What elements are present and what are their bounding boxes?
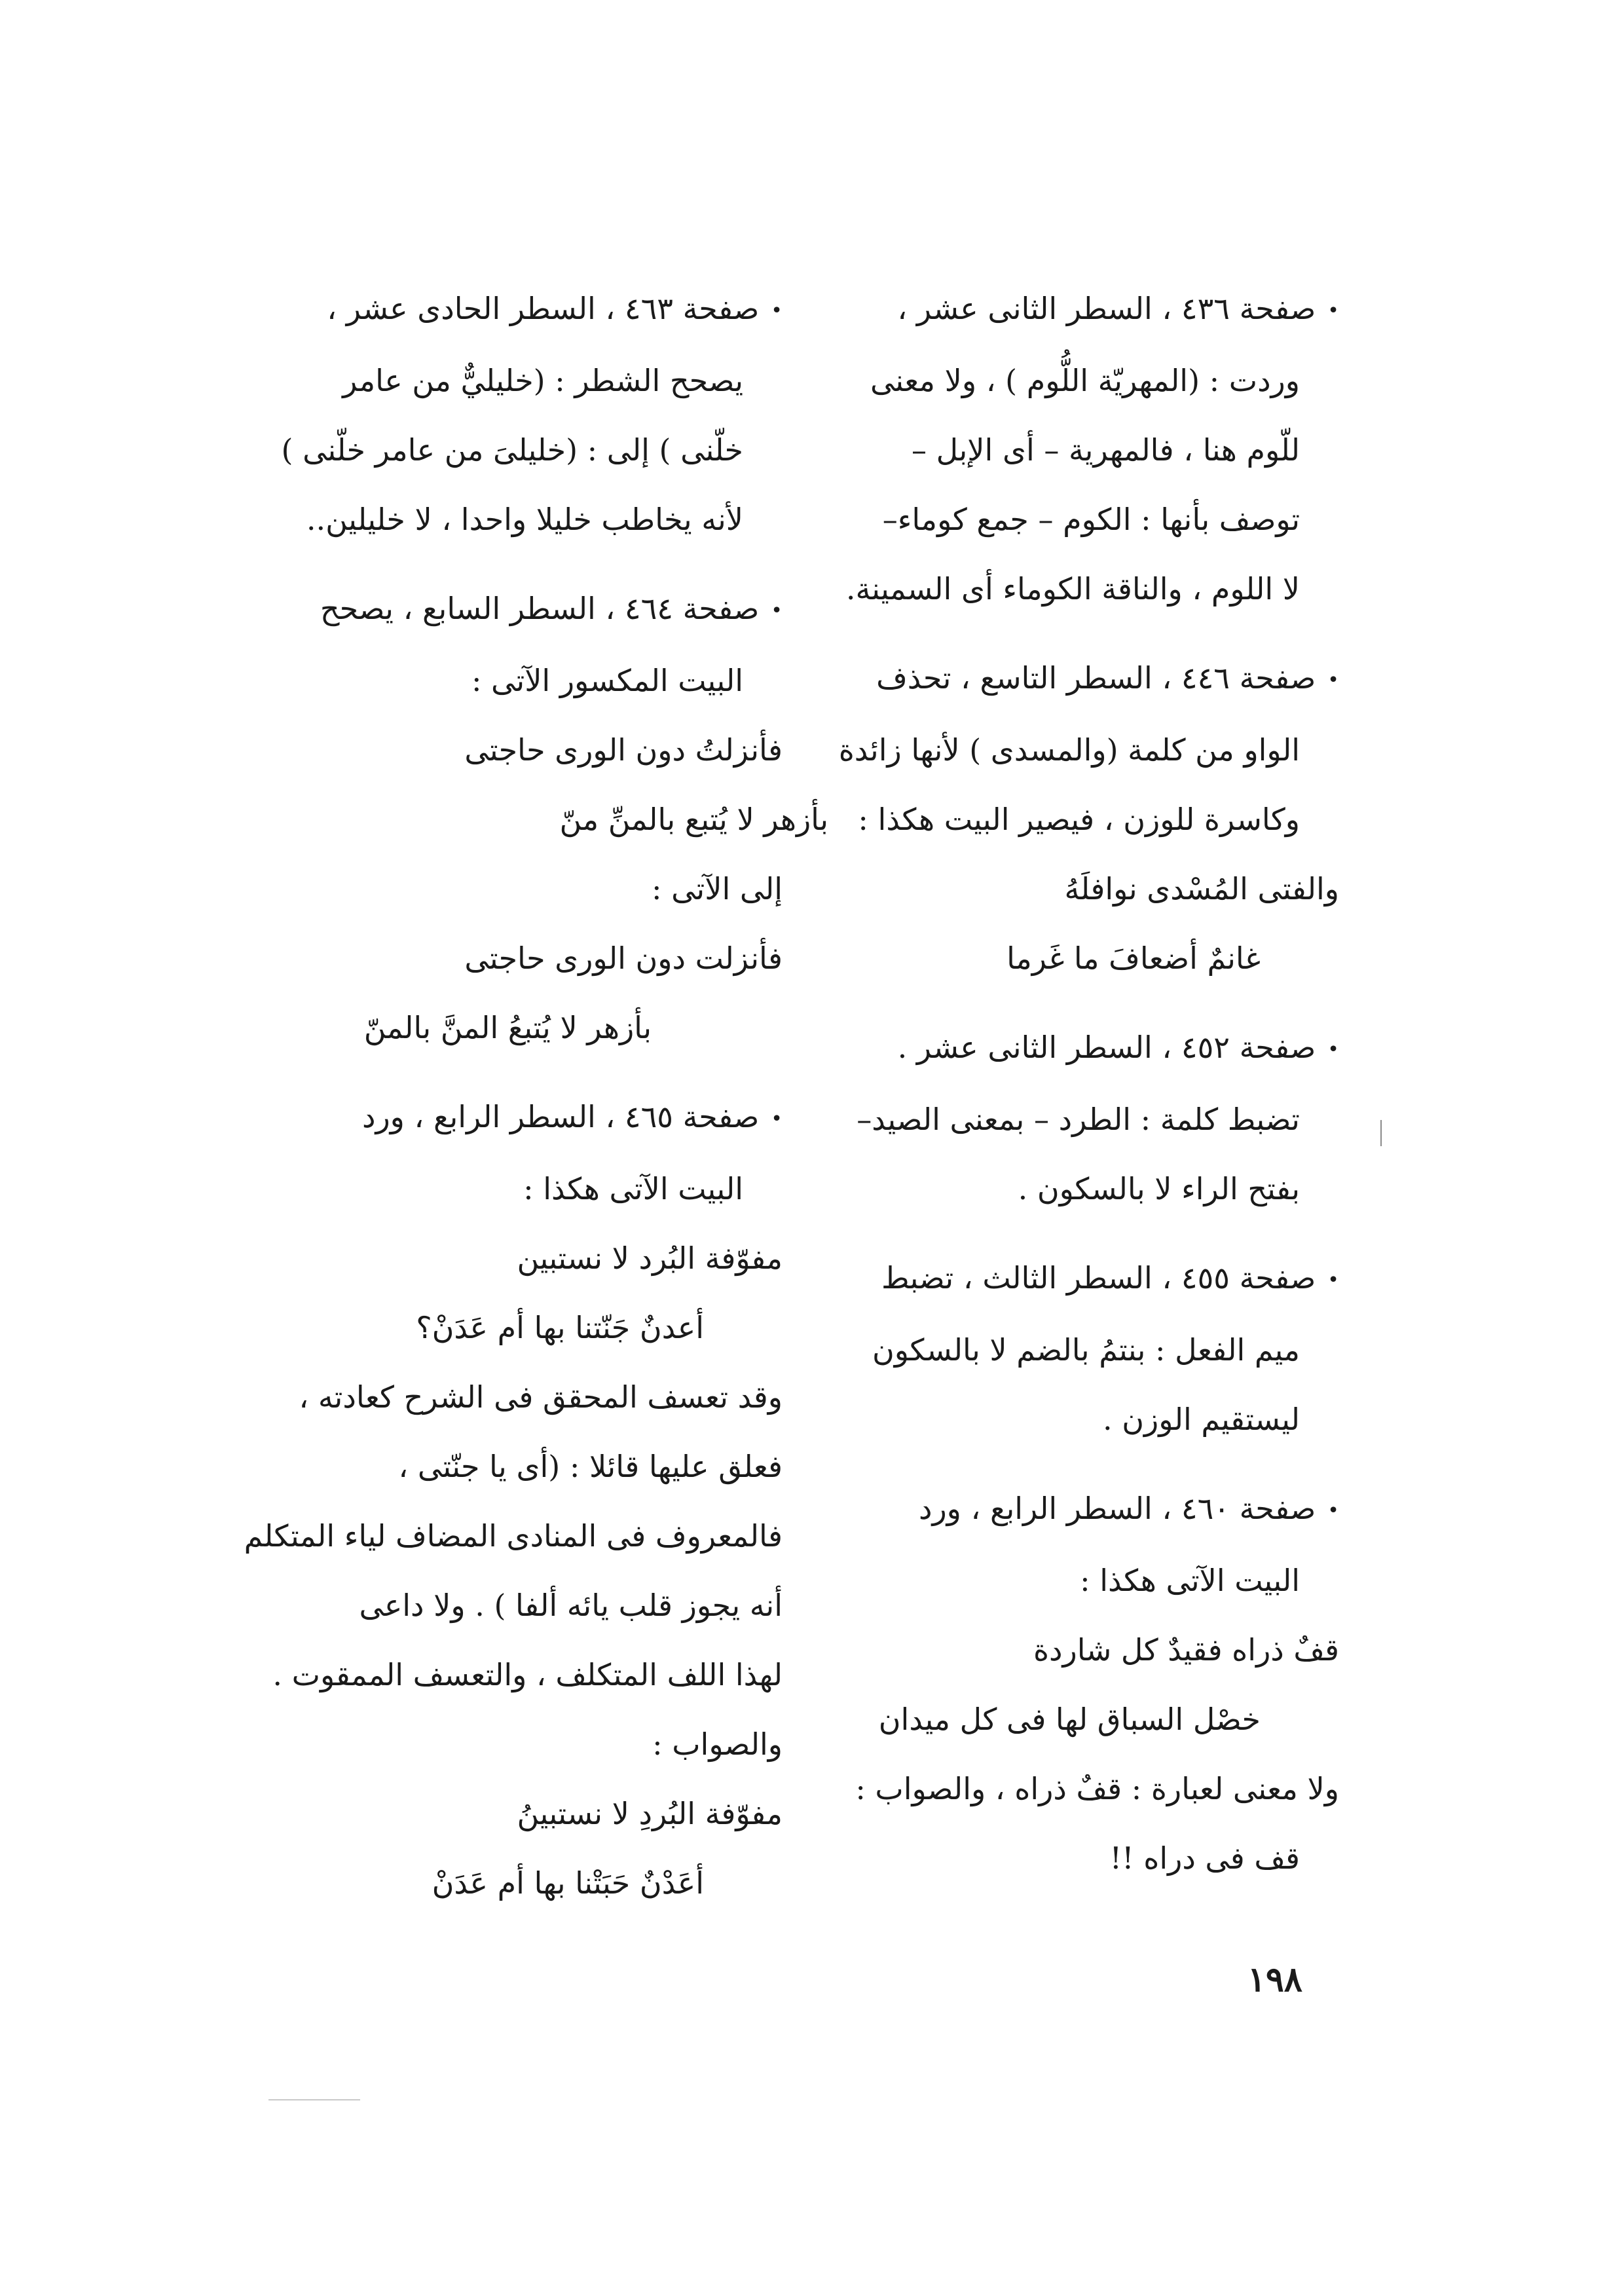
entry-line: فالمعروف فى المنادى المضاف لياء المتكلم — [244, 1518, 783, 1554]
entry-line: ولا معنى لعبارة : قفٌ ذراه ، والصواب : — [855, 1771, 1339, 1806]
entry-page-446 — [815, 643, 1339, 993]
entry-line: ميم الفعل : بنتمُ بالضم لا بالسكون — [872, 1332, 1300, 1368]
entry-line: قف فى دراه !! — [1109, 1840, 1300, 1876]
verse-line: بأزهر لا يُتبعُ المنَّ بالمنّ — [363, 1010, 652, 1045]
entry-line: وردت : (المهريّة اللُّوم ) ، ولا معنى — [870, 363, 1300, 398]
verse-line: خصْل السباق لها فى كل ميدان — [878, 1702, 1261, 1737]
entry-line: البيت الآتى هكذا : — [1080, 1563, 1300, 1598]
entry-page-464 — [259, 574, 828, 1062]
entry-line: أنه يجوز قلب يائه ألفا ) . ولا داعى — [359, 1588, 783, 1623]
entry-heading: • صفحة ٤٣٦ ، السطر الثانى عشر ، — [815, 274, 1339, 346]
page-number: ١٩٨ — [1247, 1960, 1302, 2000]
entry-heading: • صفحة ٤٦٥ ، السطر الرابع ، ورد — [259, 1082, 783, 1154]
entry-page-465 — [244, 1082, 783, 1918]
entry-line: لا اللوم ، والناقة الكوماء أى السمينة. — [845, 571, 1300, 606]
left-column — [244, 274, 828, 1937]
footer-rule — [268, 2099, 360, 2100]
right-column — [815, 274, 1339, 1912]
verse-line: قفٌ ذراه فقيدٌ كل شاردة — [1033, 1632, 1339, 1668]
entry-line: البيت المكسور الآتى : — [471, 663, 743, 698]
verse-line: أعدنٌ جَنّتنا بها أم عَدَنْ؟ — [416, 1310, 704, 1345]
entry-line: والصواب : — [652, 1726, 783, 1762]
entry-line: بفتح الراء لا بالسكون . — [1018, 1171, 1300, 1206]
verse-line: أعَدْنٌ حَبَتْنا بها أم عَدَنْ — [432, 1865, 704, 1901]
entry-line: إلى الآتى : — [651, 871, 783, 906]
entry-heading: • صفحة ٤٥٥ ، السطر الثالث ، تضبط — [815, 1243, 1339, 1315]
entry-line: وكاسرة للوزن ، فيصير البيت هكذا : — [858, 802, 1300, 837]
entry-line: وقد تعسف المحقق فى الشرح كعادته ، — [299, 1379, 783, 1415]
verse-line: والفتى المُسْدى نوافلَهُ — [1064, 871, 1339, 906]
entry-line: تضبط كلمة : الطرد – بمعنى الصيد– — [857, 1102, 1300, 1137]
entry-page-452 — [815, 1013, 1339, 1223]
margin-mark — [1380, 1120, 1382, 1146]
entry-page-460 — [815, 1474, 1339, 1893]
entry-heading: • صفحة ٤٦٤ ، السطر السابع ، يصحح — [259, 574, 783, 646]
entry-line: للّوم هنا ، فالمهرية – أى الإبل – — [912, 432, 1300, 468]
entry-line: لهذا اللف المتكلف ، والتعسف الممقوت . — [272, 1657, 783, 1692]
verse-line: غانمٌ أضعافَ ما غَرما — [1006, 941, 1261, 976]
entry-line: توصف بأنها : الكوم – جمع كوماء– — [882, 502, 1300, 537]
verse-line: مفوّفة البُرد لا نستبين — [517, 1241, 783, 1276]
entry-heading: • صفحة ٤٥٢ ، السطر الثانى عشر . — [815, 1013, 1339, 1085]
entry-line: البيت الآتى هكذا : — [523, 1171, 743, 1206]
entry-line: فعلق عليها قائلا : (أى يا جنّتى ، — [398, 1449, 783, 1484]
entry-heading: • صفحة ٤٦٠ ، السطر الرابع ، ورد — [815, 1474, 1339, 1546]
entry-line: الواو من كلمة (والمسدى ) لأنها زائدة — [838, 732, 1300, 768]
entry-line: خلّنى ) إلى : (خليلىَ من عامر خلّنى ) — [281, 432, 743, 468]
entry-heading: • صفحة ٤٤٦ ، السطر التاسع ، تحذف — [815, 643, 1339, 715]
entry-page-455 — [815, 1243, 1339, 1454]
entry-page-463 — [259, 274, 783, 554]
entry-line: يصحح الشطر : (خليليٌّ من عامر — [342, 363, 743, 398]
entry-heading: • صفحة ٤٦٣ ، السطر الحادى عشر ، — [259, 274, 783, 346]
entry-line: لأنه يخاطب خليلا واحدا ، لا خليلين.. — [306, 502, 743, 537]
verse-line: فأنزلتُ دون الورى حاجتى — [464, 732, 783, 768]
verse-line: مفوّفة البُردِ لا نستبينُ — [517, 1796, 783, 1831]
verse-line: بأزهر لا يُتبع بالمنِّ منّ — [559, 802, 828, 837]
verse-line: فأنزلت دون الورى حاجتى — [464, 941, 783, 976]
entry-page-436 — [815, 274, 1339, 624]
entry-line: ليستقيم الوزن . — [1103, 1402, 1300, 1437]
